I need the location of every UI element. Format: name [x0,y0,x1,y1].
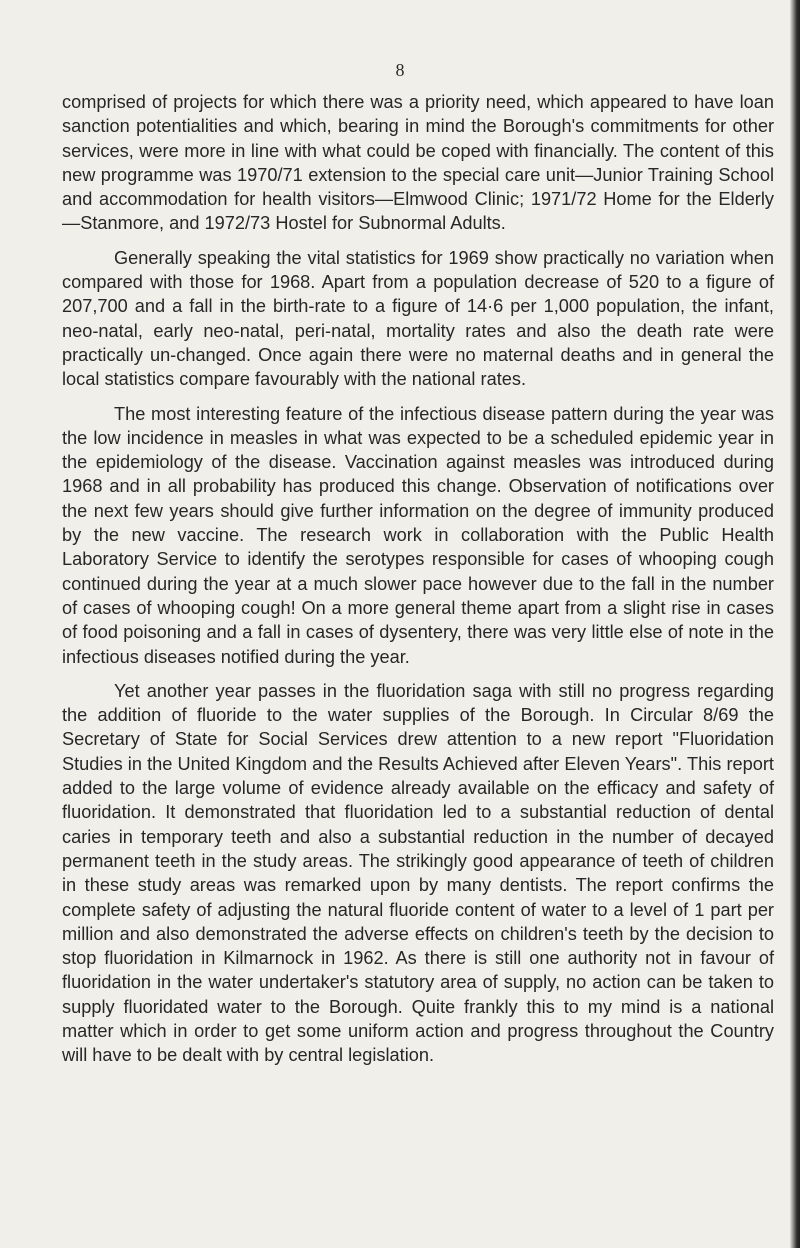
paragraph-vital-statistics: Generally speaking the vital statistics for 1969 show practically no variation when compared with those for 1968. Apart from a population decrease of 520 to a figure of 207,700 and a fall in the birth-rate to a figure of 14·6 per 1,000 population, the infant, neo-natal, early neo-natal, peri-natal, mortality rates and also the death rate were practically un-changed. Once again there were no maternal deaths and in general the local statistics compare favourably with the national rates. [62,247,774,390]
page-number: 8 [395,60,405,80]
paragraph-fluoridation: Yet another year passes in the fluoridation saga with still no progress regarding the addition of fluoride to the water supplies of the Borough. In Circular 8/69 the Secretary of State for Social Services drew attention to a new report "Fluoridation Studies in the United Kingdom and the Results Achieved after Eleven Years". This report added to the large volume of evidence already available on the efficacy and safety of fluoridation. It demonstrated that fluoridation led to a substantial reduction of dental caries in temporary teeth and also a substantial reduction in the number of decayed permanent teeth in the study areas. The strikingly good appearance of teeth of children in these study areas was remarked upon by many dentists. The report confirms the complete safety of adjusting the natural fluoride content of water to a level of 1 part per million and also demonstrated the adverse effects on children's teeth by the decision to stop fluoridation in Kilmarnock in 1962. As there is still one authority not in favour of fluoridation in the water undertaker's statutory area of supply, no action can be taken to supply fluoridated water to the Borough. Quite frankly this to my mind is a national matter which in order to get some uniform action and progress throughout the Country will have to be dealt with by central legislation. [62,680,774,1066]
page-edge-shadow [790,0,800,1248]
paragraph-programme: comprised of projects for which there was a priority need, which appeared to have loan sanction potentialities and which, bearing in mind the Borough's commitments for other services, were more in line with what could be coped with financially. The content of this new programme was 1970/71 extension to the special care unit—Junior Training School and accommodation for health visitors—Elmwood Clinic; 1971/72 Home for the Elderly—Stanmore, and 1972/73 Hostel for Subnormal Adults. [62,92,774,234]
body-text [62,90,774,1078]
paragraph-infectious-disease: The most interesting feature of the infectious disease pattern during the year was the low incidence in measles in what was expected to be a scheduled epidemic year in the epidemiology of the disease. Vaccination against measles was introduced during 1968 and in all probability has produced this change. Observation of notifications over the next few years should give further information on the degree of immunity produced by the new vaccine. The research work in collaboration with the Public Health Laboratory Service to identify the serotypes responsible for cases of whooping cough continued during the year at a much slower pace however due to the fall in the number of cases of whooping cough! On a more general theme apart from a slight rise in cases of food poisoning and a fall in cases of dysentery, there was very little else of note in the infectious diseases notified during the year. [62,403,774,667]
